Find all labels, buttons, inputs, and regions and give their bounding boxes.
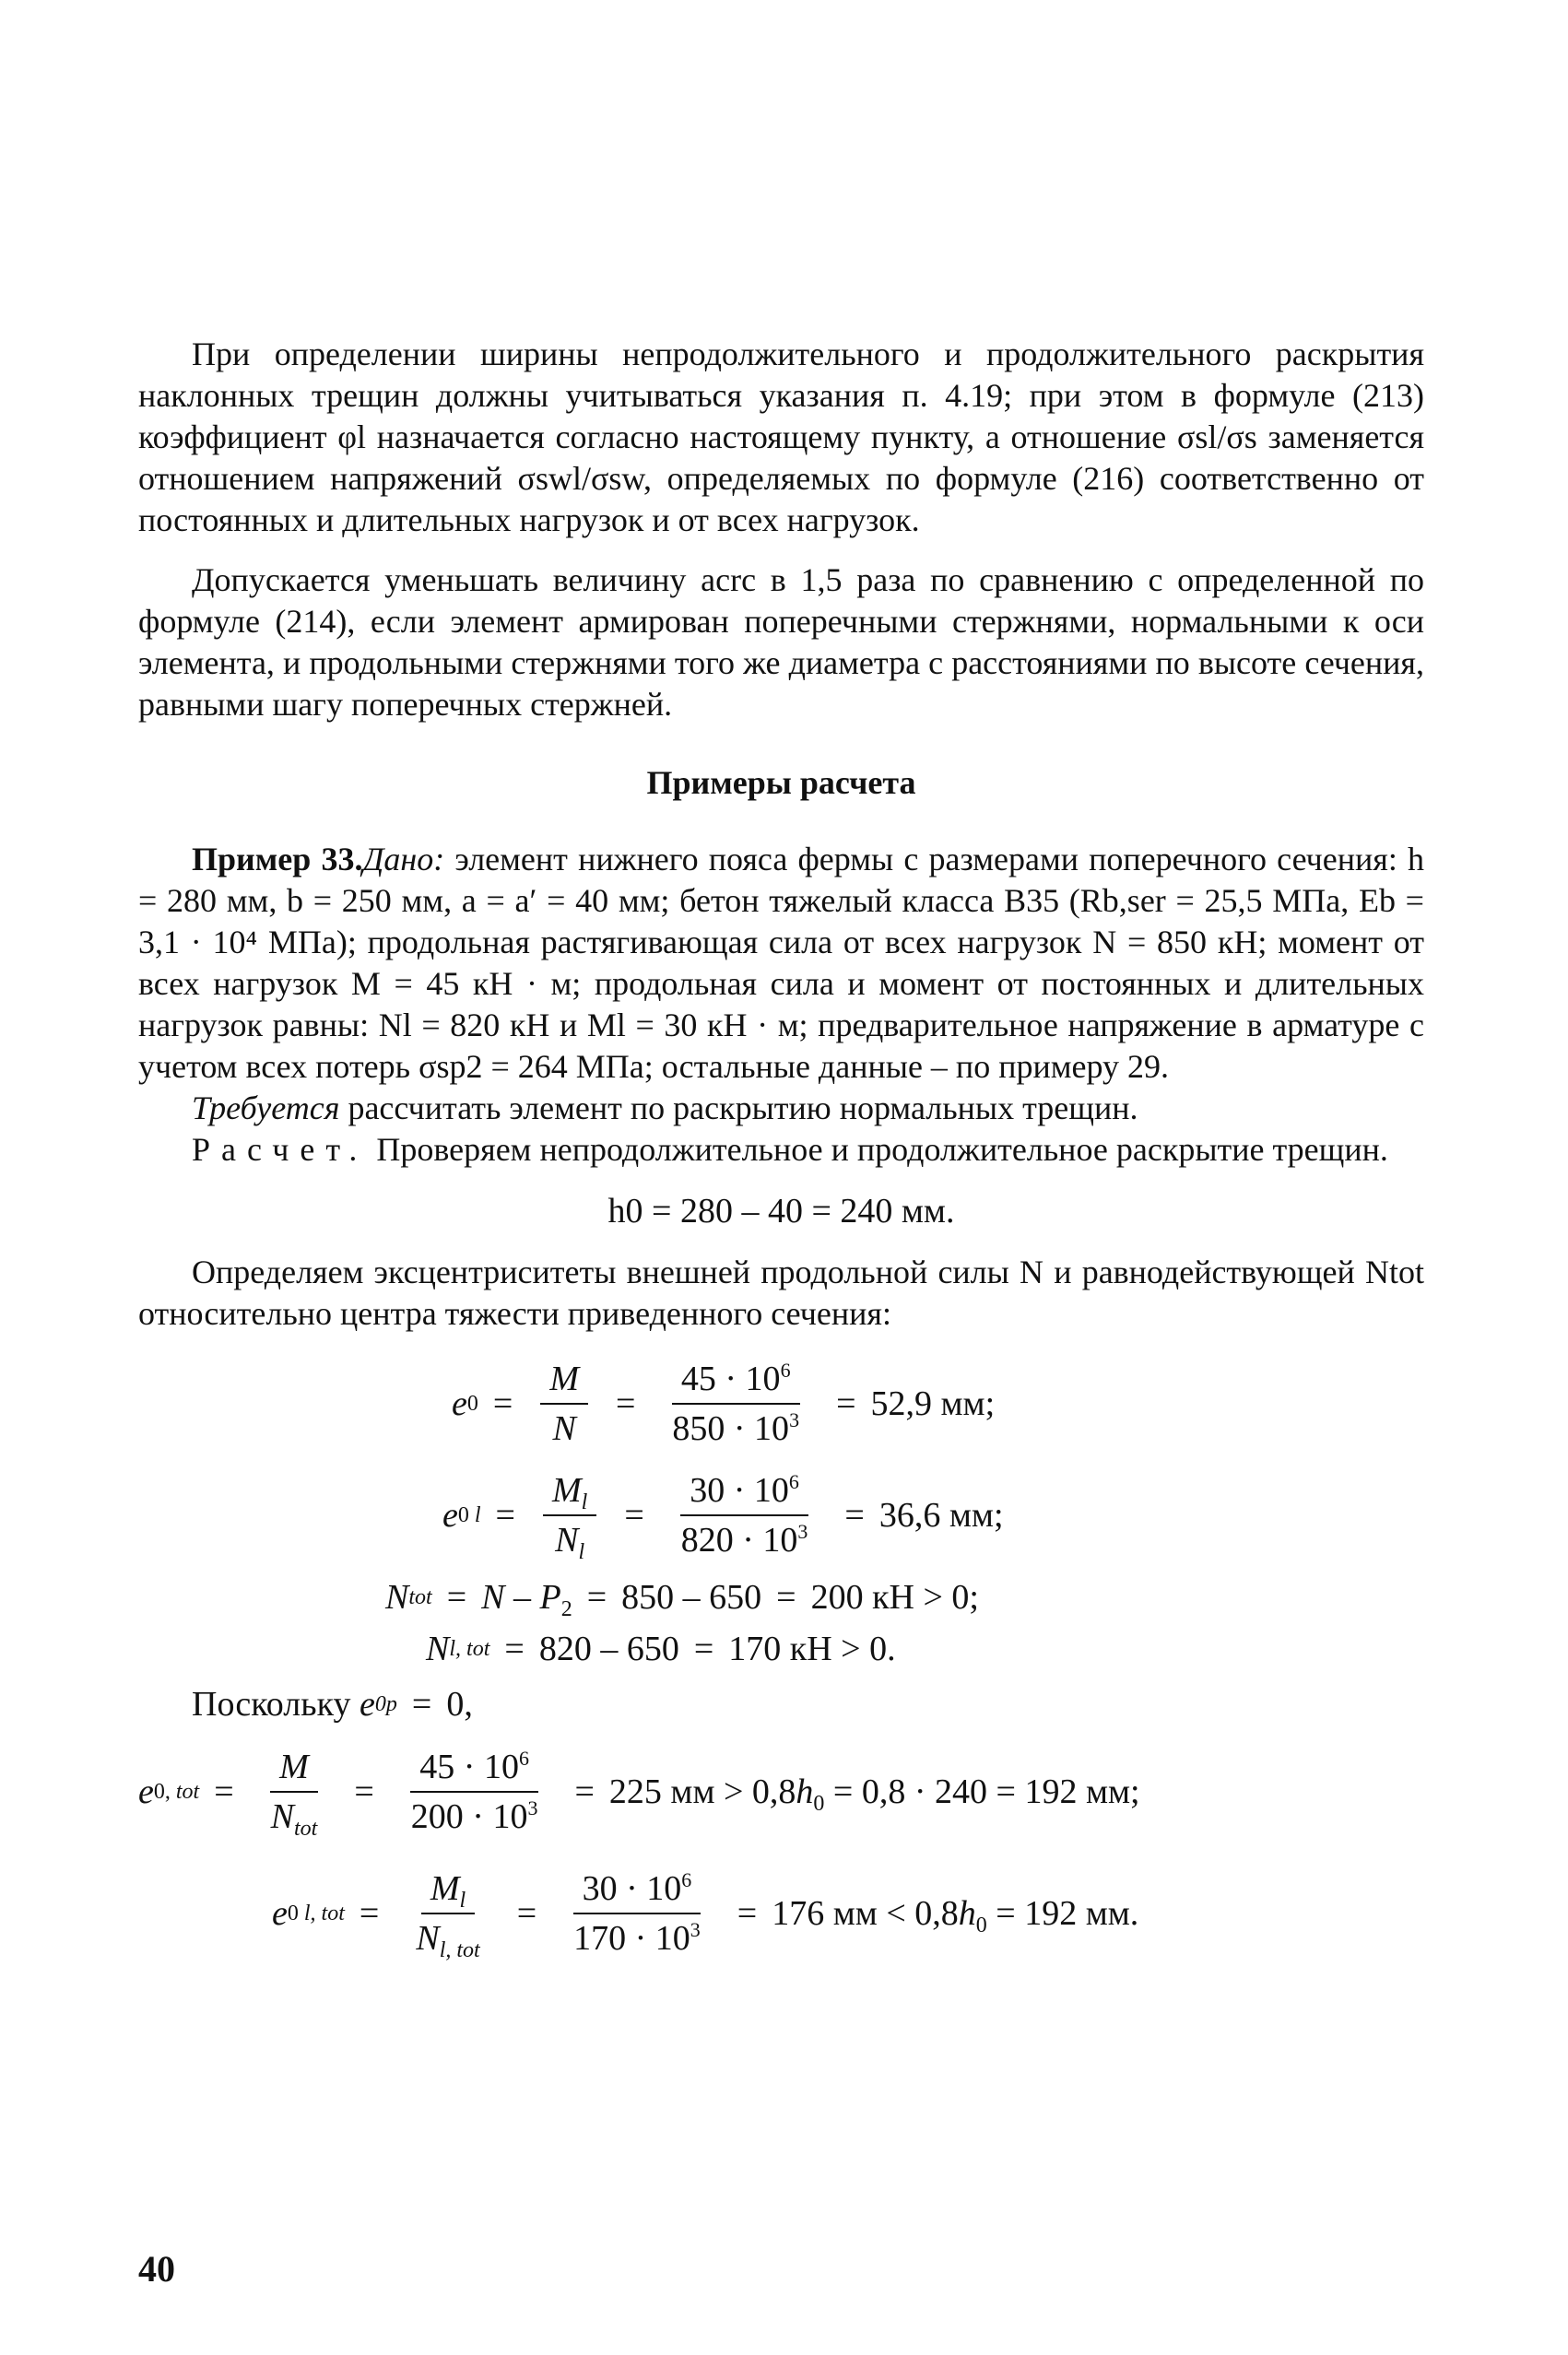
calc-paragraph — [138, 1129, 1424, 1171]
e0ltot-equation: e 0 l, tot = $\frac{M_l}{N_{l, tot}}$ = $\frac{30 \cdot 10^6}{170 \cdot 10^3}$ = 176 мм < $0,8h_0 = 192$ мм. — [272, 1868, 1139, 1962]
nltot-equation: N l, tot = 820 – 650 = 170 кН > 0. — [426, 1630, 896, 1668]
example-given-paragraph — [138, 839, 1424, 1088]
h0-equation: h0 = 280 – 40 = 240 мм. — [607, 1192, 955, 1230]
since-clause: Поскольку e 0p = 0, — [192, 1685, 473, 1724]
eccentricity-paragraph: Определяем эксцентриситеты внешней продольной силы N и равнодействующей Ntot относительно центра тяжести приведенного сечения: — [138, 1254, 1424, 1332]
paragraph-acrc-reduction: Допускается уменьшать величину acrc в 1,5 раза по сравнению с определенной по формуле (214), если элемент армирован поперечными стержнями, нормальными к оси элемента, и продольными стержнями того же диаметра с расстояниями по высоте сечения, равными шагу поперечных стержней. — [138, 561, 1424, 723]
required-text: рассчитать элемент по раскрытию нормальных трещин. — [348, 1089, 1138, 1126]
example-given-text: элемент нижнего пояса фермы с размерами поперечного сечения: h = 280 мм, b = 250 мм, a = a′ = 40 мм; бетон тяжелый класса В35 (Rb,ser = 25,5 МПа, Eb = 3,1 · 10⁴ МПа); продольная растягивающая сила от всех нагрузок N = 850 кН; момент от всех нагрузок M = 45 кН · м; продольная сила и момент от постоянных и длительных нагрузок равны: Nl = 820 кН и Ml = 30 кН · м; предварительное напряжение в арматуре с учетом всех потерь σsp2 = 264 МПа; остальные данные – по примеру 29. — [138, 841, 1425, 1085]
required-paragraph — [138, 1088, 1424, 1129]
section-heading: Примеры расчета — [646, 764, 916, 801]
ntot-equation: N tot = N – $P_2$ = 850 – 650 = 200 кН > 0; — [385, 1578, 979, 1621]
e0-fraction-symbolic: $\frac{M}{N}$ — [540, 1359, 588, 1449]
paragraph-crack-width: При определении ширины непродолжительного и продолжительного раскрытия наклонных трещин должны учитываться указания п. 4.19; при этом в формуле (213) коэффициент φl назначается согласно настоящему пункту, а отношение σsl/σs заменяется отношением напряжений σswl/σsw, определяемых по формуле (216) соответственно от постоянных и длительных нагрузок и от всех нагрузок. — [138, 336, 1424, 538]
e0tot-equation: e 0, tot = $\frac{M}{N_{tot}}$ = $\frac{45 \cdot 10^6}{200 \cdot 10^3}$ = 225 мм > $0,8h_0 = 0,8 \cdot 240 = 192$ мм; — [138, 1747, 1140, 1841]
e0l-fraction-symbolic: $\frac{M_l}{N_l}$ — [543, 1470, 596, 1560]
e0ltot-fraction-numeric: $\frac{30 \cdot 10^6}{170 \cdot 10^3}$ — [573, 1868, 701, 1958]
page-content — [138, 334, 1424, 1976]
e0l-equation: e 0 l = $\frac{M_l}{N_l}$ = $\frac{30 \cdot 10^6}{820 \cdot 10^3}$ = 36,6 мм; — [442, 1470, 1004, 1564]
e0ltot-fraction-symbolic: $\frac{M_l}{N_{l, tot}}$ — [416, 1869, 480, 1962]
page-number: 40 — [138, 2248, 175, 2290]
e0l-fraction-numeric: $\frac{30 \cdot 10^6}{820 \cdot 10^3}$ — [680, 1470, 808, 1560]
example-label: Пример 33. — [192, 841, 363, 877]
e0tot-fraction-numeric: $\frac{45 \cdot 10^6}{200 \cdot 10^3}$ — [410, 1747, 538, 1836]
calc-label: Расчет. — [192, 1131, 369, 1168]
given-label: Дано: — [362, 841, 445, 877]
calc-text: Проверяем непродолжительное и продолжительное раскрытие трещин. — [376, 1131, 1388, 1168]
e0tot-fraction-symbolic: $\frac{M}{N_{tot}}$ — [270, 1748, 318, 1841]
e0-equation: e 0 = $\frac{M}{N}$ = $\frac{45 \cdot 10^6}{850 \cdot 10^3}$ = 52,9 мм; — [452, 1359, 996, 1448]
required-label: Требуется — [192, 1089, 340, 1126]
e0-fraction-numeric: $\frac{45 \cdot 10^6}{850 \cdot 10^3}$ — [672, 1359, 800, 1448]
